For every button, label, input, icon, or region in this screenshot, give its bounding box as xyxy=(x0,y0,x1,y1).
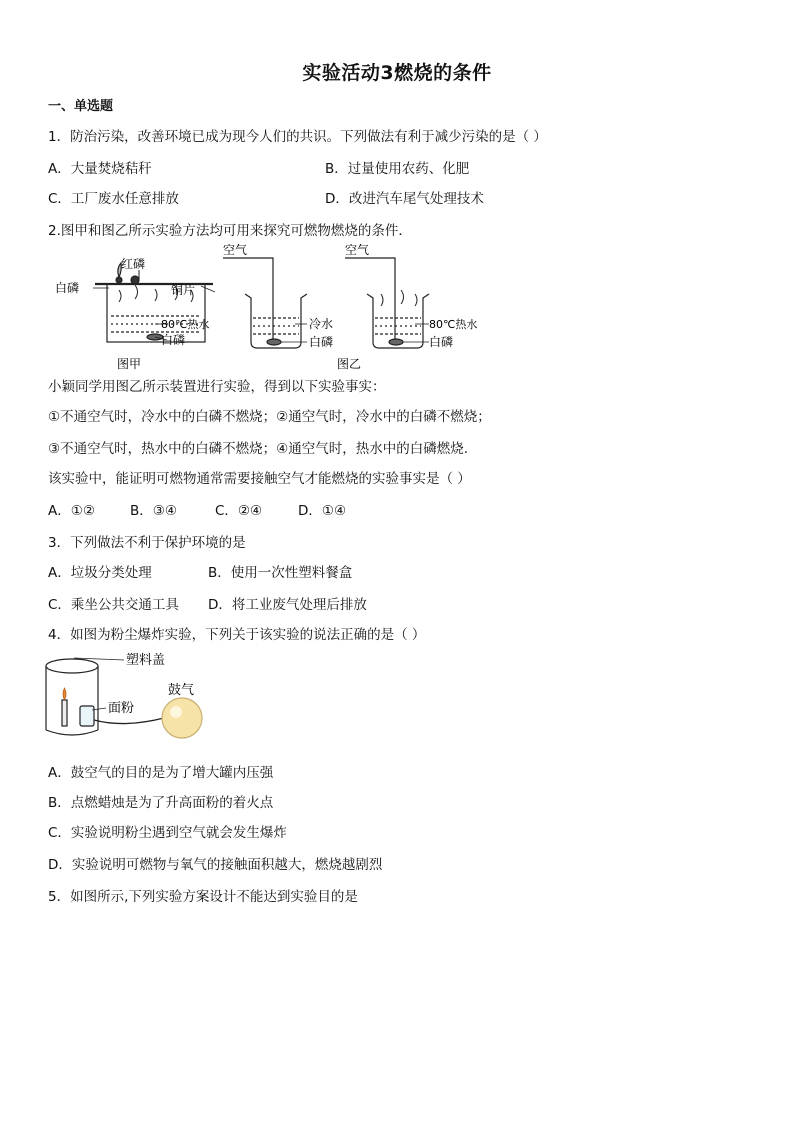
figure-b-cold xyxy=(223,258,307,348)
q4-figure xyxy=(44,650,224,746)
label-flour: 面粉 xyxy=(108,701,135,716)
q5-stem: 5．如图所示,下列实验方案设计不能达到实验目的是 xyxy=(48,889,358,905)
label-red-phosphorus: 红磷 xyxy=(121,257,146,271)
q1-option-b[interactable]: B．过量使用农药、化肥 xyxy=(325,161,470,177)
label-white-phosphorus-a2: 白磷 xyxy=(161,333,186,347)
label-blow-air: 鼓气 xyxy=(168,683,195,698)
label-hot-water-b: 80℃热水 xyxy=(429,318,478,331)
figure-b-hot xyxy=(345,258,429,348)
q1-stem: 1．防治污染，改善环境已成为现今人们的共识。下列做法有利于减少污染的是（ ） xyxy=(48,129,547,145)
q3-option-c[interactable]: C．乘坐公共交通工具 xyxy=(48,597,179,613)
q2-option-a[interactable]: A．①② xyxy=(48,503,95,519)
q2-line-3: ③不通空气时，热水中的白磷不燃烧；④通空气时，热水中的白磷燃烧. xyxy=(48,441,468,457)
label-air-1: 空气 xyxy=(223,244,248,257)
label-white-phosphorus-b1: 白磷 xyxy=(309,335,334,349)
q2-stem: 2.图甲和图乙所示实验方法均可用来探究可燃物燃烧的条件． xyxy=(48,223,412,239)
label-air-2: 空气 xyxy=(345,244,370,257)
label-plastic-lid: 塑料盖 xyxy=(126,653,166,668)
q4-stem: 4．如图为粉尘爆炸实验，下列关于该实验的说法正确的是（ ） xyxy=(48,627,426,643)
q2-option-c[interactable]: C．②④ xyxy=(215,503,263,519)
label-white-phosphorus-a: 白磷 xyxy=(55,281,80,295)
q4-option-b[interactable]: B．点燃蜡烛是为了升高面粉的着火点 xyxy=(48,795,274,811)
label-copper: 铜片 xyxy=(171,283,196,297)
q2-line-4: 该实验中，能证明可燃物通常需要接触空气才能燃烧的实验事实是（ ） xyxy=(48,471,471,487)
label-hot-water-a: 80℃热水 xyxy=(161,318,210,331)
q3-option-a[interactable]: A．垃圾分类处理 xyxy=(48,565,152,581)
q2-line-1: 小颖同学用图乙所示装置进行实验，得到以下实验事实： xyxy=(48,379,386,395)
label-figure-a: 图甲 xyxy=(117,357,142,371)
q2-option-d[interactable]: D．①④ xyxy=(298,503,347,519)
q4-option-c[interactable]: C．实验说明粉尘遇到空气就会发生爆炸 xyxy=(48,825,287,841)
label-figure-b: 图乙 xyxy=(337,357,362,371)
page-title: 实验活动3燃烧的条件 xyxy=(302,62,492,84)
q3-stem: 3．下列做法不利于保护环境的是 xyxy=(48,535,246,551)
q1-option-c[interactable]: C．工厂废水任意排放 xyxy=(48,191,179,207)
q3-option-d[interactable]: D．将工业废气处理后排放 xyxy=(208,597,367,613)
label-white-phosphorus-b2: 白磷 xyxy=(429,335,454,349)
section-heading: 一、单选题 xyxy=(48,99,114,114)
q2-option-b[interactable]: B．③④ xyxy=(130,503,177,519)
q2-figure xyxy=(55,244,495,374)
q2-line-2: ①不通空气时，冷水中的白磷不燃烧；②通空气时，冷水中的白磷不燃烧； xyxy=(48,409,491,425)
q1-option-d[interactable]: D．改进汽车尾气处理技术 xyxy=(325,191,484,207)
q4-option-d[interactable]: D．实验说明可燃物与氧气的接触面积越大，燃烧越剧烈 xyxy=(48,857,383,873)
q1-option-a[interactable]: A．大量焚烧秸秆 xyxy=(48,161,152,177)
label-cold-water: 冷水 xyxy=(309,317,334,331)
q3-option-b[interactable]: B．使用一次性塑料餐盒 xyxy=(208,565,353,581)
q4-option-a[interactable]: A．鼓空气的目的是为了增大罐内压强 xyxy=(48,765,274,781)
